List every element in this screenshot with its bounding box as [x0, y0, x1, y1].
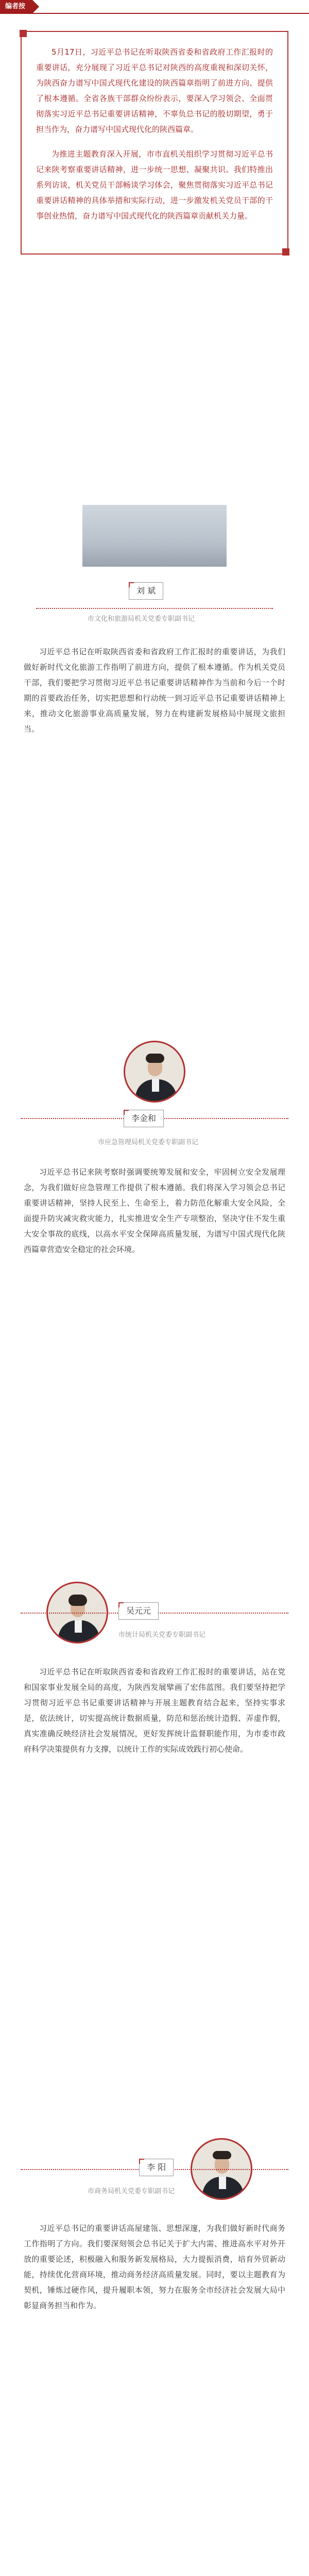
interview-text: 习近平总书记的重要讲话高屋建瓴、思想深邃，为我们做好新时代商务工作指明了方向。我们要深刻领会总书记关于扩大内需、推进高水平对外开放的重要论述，积极融入和服务新发展格局，大力提振消费，培育外贸新动能，持续优化营商环境，推动商务经济高质量发展。同时，要以主题教育为契机，锤炼过硬作风，提升履职本领，努力在服务全市经济社会发展大局中彰显商务担当和作为。 [24, 2224, 285, 2310]
interviewee-avatar [124, 1041, 185, 1103]
intro-corner-top-left [20, 30, 27, 37]
interviewee-title: 市文化和旅游局机关党委专职副书记 [88, 615, 195, 623]
interviewee-photo [82, 505, 227, 567]
intro-box [21, 31, 288, 255]
interview-text: 习近平总书记在听取陕西省委和省政府工作汇报时的重要讲话，为我们做好新时代文化旅游工作指明了前进方向，提供了根本遵循。作为机关党员干部，我们要把学习贯彻习近平总书记重要讲话精神作为当前和今后一个时期的首要政治任务，切实把思想和行动统一到习近平总书记重要讲话精神上来，推动文化旅游事业高质量发展，努力在构建新发展格局中展现文旅担当。 [24, 647, 285, 734]
interview-section [0, 1041, 309, 1535]
interviewee-title: 市商务局机关党委专职副书记 [88, 2188, 175, 2195]
interviewee-title: 市应急管理局机关党委专职副书记 [98, 1139, 199, 1146]
intro-paragraph: 为推进主题教育深入开展，市市直机关组织学习贯彻习近平总书记来陕考察重要讲话精神，进一步统一思想、凝聚共识。我们特推出系列访谈，机关党员干部畅谈学习体会，聚焦贯彻落实习近平总书记重要讲话精神的具体举措和实际行动，进一步激发机关党员干部的干事创业热情，奋力谱写中国式现代化的陕西篇章贡献机关力量。 [36, 149, 273, 221]
interviewee-name: 李 阳 [139, 2159, 174, 2176]
interviewee-name: 刘 斌 [129, 582, 163, 600]
interviewee-title: 市统计局机关党委专职副书记 [118, 1631, 206, 1639]
editor-note-tag: 编者按 [0, 0, 32, 13]
intro-corner-bottom-right [282, 248, 289, 256]
interview-section [0, 2138, 309, 2576]
interviewee-name: 吴元元 [118, 1602, 159, 1620]
interview-text: 习近平总书记来陕考察时强调要统筹发展和安全，牢固树立安全发展理念，为我们做好应急管理工作提供了根本遵循。我们将深入学习领会总书记重要讲话精神，坚持人民至上、生命至上，着力防范化解重大安全风险，全面提升防灾减灾救灾能力，扎实推进安全生产专项整治，坚决守住不发生重大安全事故的底线，以高水平安全保障高质量发展，为谱写中国式现代化陕西篇章营造安全稳定的社会环境。 [24, 1167, 285, 1254]
interview-text: 习近平总书记在听取陕西省委和省政府工作汇报时的重要讲话，站在党和国家事业发展全局的高度，为陕西发展擘画了宏伟蓝图。我们要坚持把学习贯彻习近平总书记重要讲话精神与开展主题教育结合起来，坚持实事求是，依法统计，切实提高统计数据质量，防范和惩治统计造假、弄虚作假，真实准确反映经济社会发展情况，更好发挥统计监督职能作用，为市委市政府科学决策提供有力支撑，以统计工作的实际成效践行初心使命。 [24, 1667, 285, 1754]
interviewee-name: 李金和 [124, 1110, 164, 1127]
dotted-divider [36, 608, 273, 609]
interview-section [0, 505, 309, 999]
interview-section [0, 1582, 309, 2087]
intro-paragraph: 5月17日，习近平总书记在听取陕西省委和省政府工作汇报时的重要讲话，充分展现了习近平总书记对陕西的高度重视和深切关怀，为陕西奋力谱写中国式现代化建设的陕西篇章指明了前进方向、提供了根本遵循。全省各族干部群众纷纷表示，要深入学习领会、全面贯彻落实习近平总书记重要讲话精神，不辜负总书记的殷切期望，勇于担当作为，奋力谱写中国式现代化的陕西篇章。 [36, 47, 273, 134]
header-rule [0, 13, 309, 14]
